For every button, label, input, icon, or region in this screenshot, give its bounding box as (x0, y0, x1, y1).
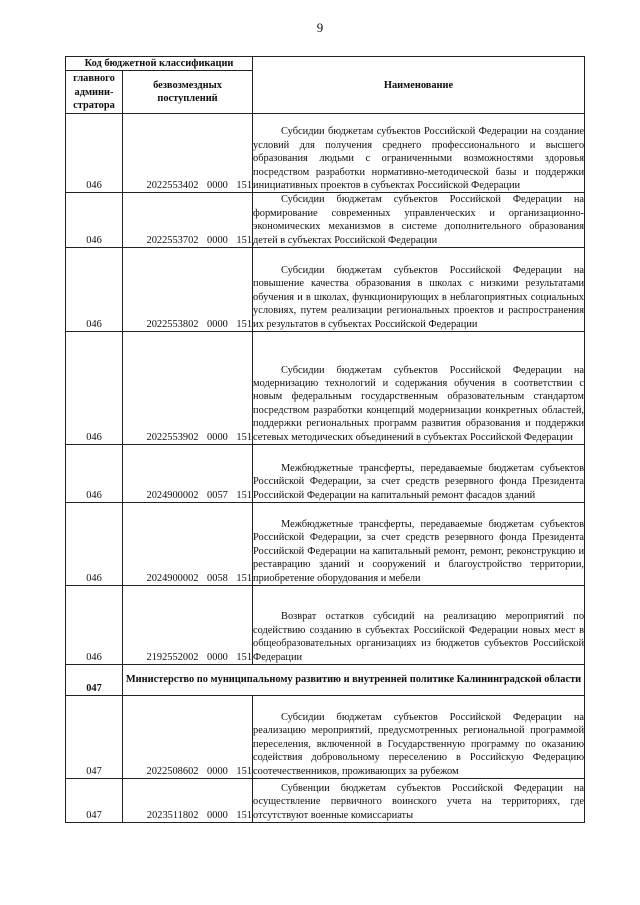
description: Субсидии бюджетам субъектов Российской Федерации на формирование современных управленческих и организационно-экономических механизмов в системе дополнительного образования детей в субъектах Российской Федерации (253, 194, 585, 246)
income-code: 2022508602 0000 151 (123, 696, 253, 779)
admin-code: 047 (66, 696, 123, 779)
admin-code: 047 (66, 779, 123, 823)
income-code: 2022553702 0000 151 (123, 193, 253, 248)
admin-code: 046 (66, 503, 123, 586)
ministry-admin-code: 047 (66, 665, 123, 696)
table-row (66, 445, 585, 503)
income-code: 2024900002 0058 151 (123, 503, 253, 586)
income-code: 2023511802 0000 151 (123, 779, 253, 823)
budget-classification-table (65, 56, 585, 823)
description: Субсидии бюджетам субъектов Российской Федерации на реализацию мероприятий, предусмотренных региональной программой переселения, включенной в Государственную программу по оказанию содействия добровольному переселению в Российскую Федерацию соотечественников, проживающих за рубежом (253, 696, 585, 779)
ministry-name: Министерство по муниципальному развитию и внутренней политике Калининградской области (123, 665, 585, 696)
table-row (66, 503, 585, 586)
ministry-row (66, 665, 585, 696)
admin-code: 046 (66, 586, 123, 665)
income-code: 2024900002 0057 151 (123, 445, 253, 503)
income-code: 2192552002 0000 151 (123, 586, 253, 665)
table-row (66, 696, 585, 779)
table-row (66, 586, 585, 665)
description: Межбюджетные трансферты, передаваемые бюджетам субъектов Российской Федерации, за счет средств резервного фонда Президента Российской Федерации на капитальный ремонт, ремонт, реконструкцию и реставрацию зданий и сооружений и благоустройство территории, приобретение оборудования и мебели (253, 503, 585, 586)
table-row (66, 779, 585, 823)
income-code: 2022553902 0000 151 (123, 332, 253, 445)
table-row (66, 332, 585, 445)
description: Межбюджетные трансферты, передаваемые бюджетам субъектов Российской Федерации, за счет средств резервного фонда Президента Российской Федерации на капитальный ремонт фасадов зданий (253, 445, 585, 503)
admin-code: 046 (66, 332, 123, 445)
admin-code: 046 (66, 445, 123, 503)
description: Субсидии бюджетам субъектов Российской Федерации на повышение качества образования в школах с низкими результатами обучения и в школах, функционирующих в неблагоприятных социальных условиях, путем реализации региональных проектов и распространения их результатов в субъектах Российской Федерации (253, 248, 585, 332)
header-name: Наименование (253, 57, 585, 114)
table-row (66, 114, 585, 193)
income-code: 2022553802 0000 151 (123, 248, 253, 332)
description: Возврат остатков субсидий на реализацию мероприятий по содействию созданию в субъектах Российской Федерации новых мест в общеобразовательных организациях из бюджетов субъектов Российской Федерации (253, 586, 585, 665)
income-code: 2022553402 0000 151 (123, 114, 253, 193)
description: Субсидии бюджетам субъектов Российской Федерации на создание условий для получения среднего профессионального и высшего образования людьми с ограниченными возможностями здоровья посредством разработки нормативно-методической базы и поддержки инициативных проектов в субъектах Российской Федерации (253, 114, 585, 193)
table-row (66, 248, 585, 332)
description: Субсидии бюджетам субъектов Российской Федерации на модернизацию технологий и содержания обучения в соответствии с новым федеральным государственным образовательным стандартом посредством разработки концепций модернизации конкретных областей, поддержки региональных программ развития образования и поддержки сетевых методических объединений в субъектах Российской Федерации (253, 332, 585, 445)
table-row (66, 193, 585, 248)
description: Субвенции бюджетам субъектов Российской Федерации на осуществление первичного воинского учета на территориях, где отсутствуют военные комиссариаты (253, 779, 585, 823)
header-group: Код бюджетной классификации (66, 57, 253, 71)
admin-code: 046 (66, 193, 123, 248)
admin-code: 046 (66, 114, 123, 193)
page-number: 9 (316, 20, 324, 35)
admin-code: 046 (66, 248, 123, 332)
header-admin: главного админи-стратора (66, 71, 123, 114)
header-income: безвозмездных поступлений (123, 71, 253, 114)
